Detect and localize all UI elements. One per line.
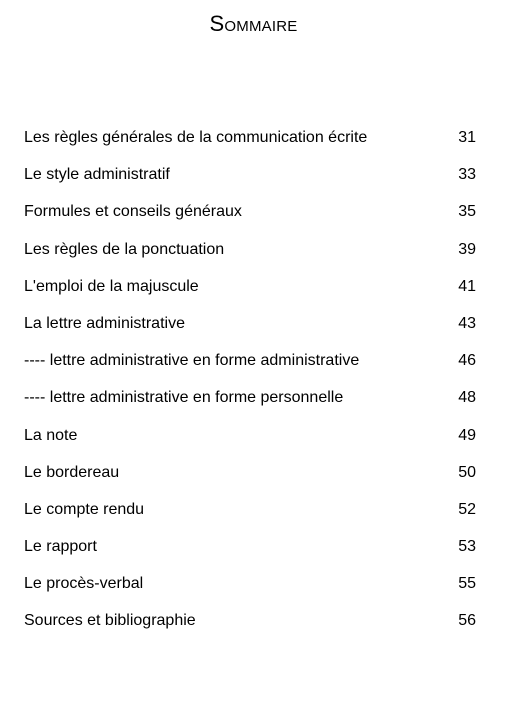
toc-entry-page: 55 [458,575,476,593]
toc-entry-label: Les règles générales de la communication écrite [24,129,368,146]
toc-entry [24,574,476,611]
toc-entry-label: ---- lettre administrative en forme personnelle [24,389,344,407]
toc-entry-label: ---- lettre administrative en forme administrative [24,352,360,370]
toc-entry-label: La lettre administrative [24,314,185,332]
toc-entry-label: Le style administratif [24,166,170,184]
toc-entry [24,537,476,574]
table-of-contents [24,128,476,649]
toc-entry [24,426,476,463]
toc-entry [24,165,476,202]
toc-entry-label: La note [24,426,78,444]
toc-entry-label: Le rapport [24,538,97,556]
toc-entry-label: Le procès-verbal [24,575,144,593]
toc-entry-page: 49 [458,426,476,444]
toc-entry [24,128,476,165]
toc-entry-label: L'emploi de la majuscule [24,277,199,295]
toc-entry [24,351,476,388]
toc-entry [24,277,476,314]
toc-entry-label: Formules et conseils généraux [24,203,242,221]
toc-entry-page: 35 [458,203,476,221]
toc-entry [24,500,476,537]
toc-entry-label: Le bordereau [24,463,120,481]
toc-entry [24,463,476,500]
toc-entry-label: Sources et bibliographie [24,612,196,630]
toc-entry [24,202,476,239]
toc-entry [24,240,476,277]
toc-entry-page: 48 [458,389,476,407]
page-title: Sommaire [209,11,298,36]
toc-entry [24,314,476,351]
toc-entry-label: Les règles de la ponctuation [24,240,225,258]
toc-entry-page: 41 [458,277,476,295]
toc-entry-page: 43 [458,314,476,332]
toc-entry-page: 56 [458,612,476,630]
toc-entry-page: 31 [458,129,476,146]
toc-entry-page: 52 [458,500,476,518]
toc-entry-page: 53 [458,538,476,556]
toc-entry [24,611,476,648]
toc-entry [24,388,476,425]
toc-entry-page: 39 [458,240,476,258]
toc-entry-page: 46 [458,352,476,370]
toc-entry-page: 33 [458,166,476,184]
toc-entry-label: Le compte rendu [24,500,145,518]
toc-entry-page: 50 [458,463,476,481]
